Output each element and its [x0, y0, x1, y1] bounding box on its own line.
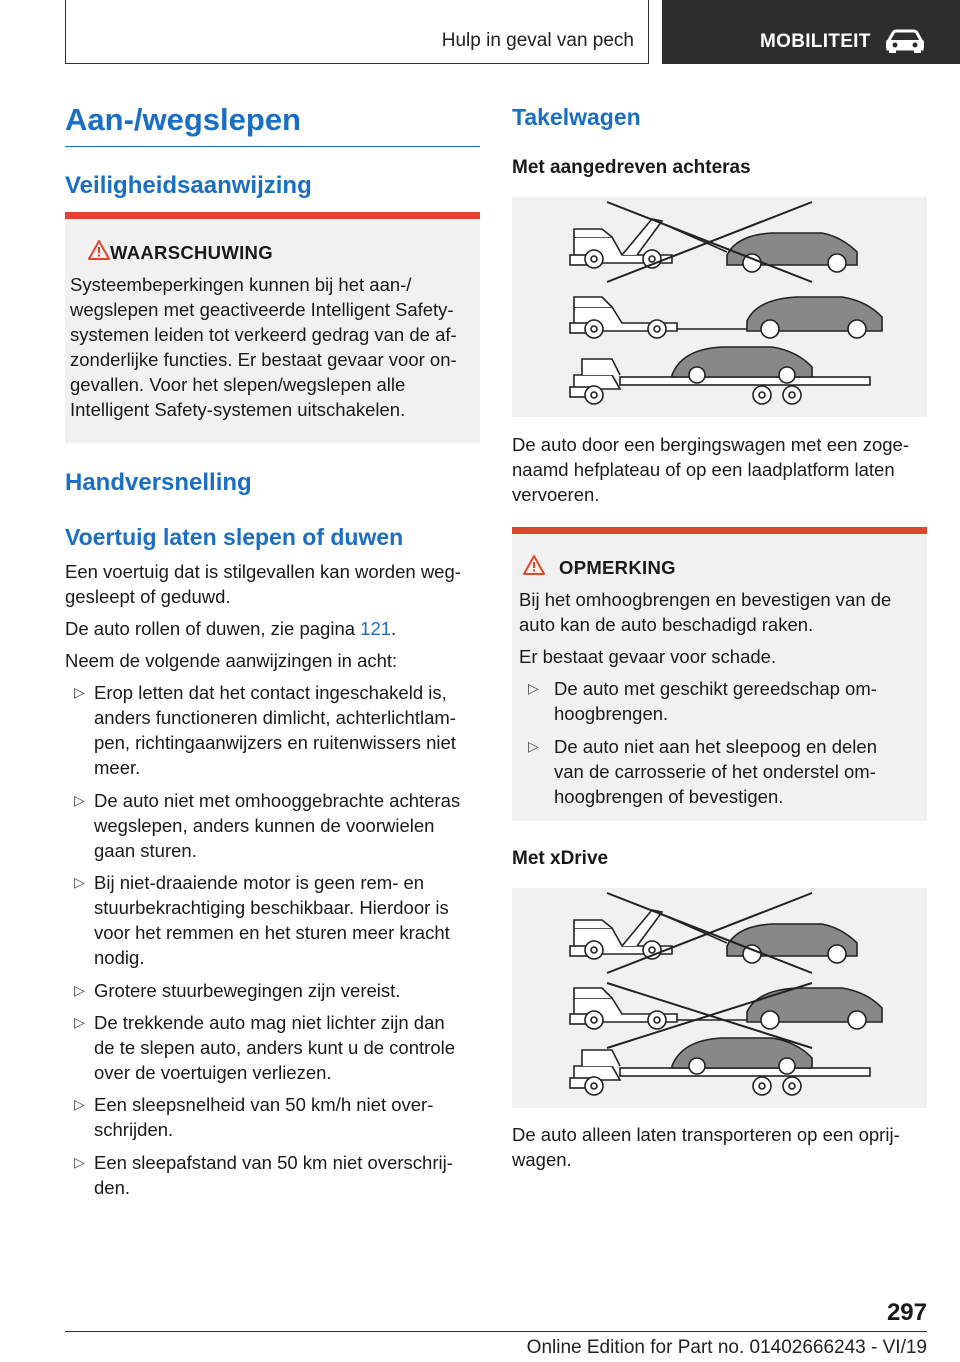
note-risk: [519, 644, 776, 669]
list-item-line: den.: [94, 1177, 131, 1198]
safety-heading-wrap: [65, 172, 312, 200]
xdrive-heading-wrap: [512, 848, 608, 870]
note-line: Bij het omhoogbrengen en bevestigen van de: [519, 589, 892, 610]
rear-axle-heading-wrap: [512, 157, 751, 179]
warning-line: wegslepen met geactiveerde Intelligent Safety-: [70, 299, 454, 320]
caption-line: naamd hefplateau of op een laadplatform laten: [512, 459, 895, 480]
list-item-line: De trekkende auto mag niet lichter zijn dan: [94, 1012, 445, 1033]
warning-box: [65, 212, 480, 443]
warning-line: zonderlijke functies. Er bestaat gevaar voor on-: [70, 349, 457, 370]
list-item: [94, 870, 480, 970]
header-chapter-tab: [662, 0, 960, 64]
tow-trucks-illustration: [512, 888, 927, 1108]
xdrive-caption: [512, 1122, 927, 1172]
push-heading-wrap: [65, 524, 403, 551]
footer-edition: Online Edition for Part no. 01402666243 - VI/19: [526, 1337, 927, 1358]
notes-intro: [65, 648, 480, 673]
caption-line: vervoeren.: [512, 484, 600, 505]
safety-heading: Veiligheidsaanwijzing: [65, 172, 312, 199]
reference-text: De auto rollen of duwen, zie pagina: [65, 618, 361, 639]
intro-line: gesleept of geduwd.: [65, 586, 231, 607]
list-item-line: hoogbrengen of bevestigen.: [554, 786, 784, 807]
notes-intro-text: Neem de volgende aanwijzingen in acht:: [65, 650, 398, 671]
list-item-line: Erop letten dat het contact ingeschakeld is,: [94, 682, 447, 703]
note-box: [512, 527, 927, 821]
note-text: [519, 587, 919, 637]
tow-heading-wrap: [512, 104, 641, 131]
list-item-line: nodig.: [94, 947, 145, 968]
reference-paragraph: [65, 616, 480, 641]
caption-line: De auto alleen laten transporteren op een oprij-: [512, 1124, 900, 1145]
bullet-icon: ▷: [74, 792, 85, 808]
list-item-line: De auto niet met omhooggebrachte achteras: [94, 790, 461, 811]
list-item-line: hoogbrengen.: [554, 703, 669, 724]
bullet-icon: ▷: [528, 680, 539, 696]
page-number: 297: [886, 1299, 927, 1326]
list-item: [554, 676, 924, 726]
list-item-line: meer.: [94, 757, 141, 778]
manual-heading: Handversnelling: [65, 469, 252, 496]
bullet-icon: ▷: [528, 738, 539, 754]
bullet-icon: ▷: [74, 874, 85, 890]
note-label: OPMERKING: [559, 557, 676, 578]
list-item-line: schrijden.: [94, 1119, 174, 1140]
rear-axle-heading: Met aangedreven achteras: [512, 157, 751, 178]
intro-text: [65, 559, 480, 609]
warning-triangle-icon: [522, 554, 546, 576]
list-item: [94, 1092, 480, 1142]
list-item-line: over de voertuigen verliezen.: [94, 1062, 332, 1083]
list-item-line: wegslepen, anders kunnen de voorwielen: [94, 815, 435, 836]
note-risk-text: Er bestaat gevaar voor schade.: [519, 646, 777, 667]
list-item-line: De auto met geschikt gereedschap om-: [554, 678, 877, 699]
bullet-icon: ▷: [74, 1154, 85, 1170]
warning-line: Systeembeperkingen kunnen bij het aan-/: [70, 274, 412, 295]
bullet-icon: ▷: [74, 982, 85, 998]
header-chapter-title: MOBILITEIT: [760, 31, 871, 52]
list-item-line: anders functioneren dimlicht, achterlichtlam-: [94, 707, 456, 728]
header-section-tab: [65, 0, 649, 64]
list-item-line: Bij niet-draaiende motor is geen rem- en: [94, 872, 425, 893]
list-item-line: van de carrosserie of het onderstel om-: [554, 761, 876, 782]
header-section-title: Hulp in geval van pech: [441, 30, 634, 51]
bullet-icon: ▷: [74, 684, 85, 700]
list-item: [94, 978, 480, 1003]
footer-rule: [65, 1331, 927, 1332]
list-item: [94, 680, 480, 780]
list-item-line: De auto niet aan het sleepoog en delen: [554, 736, 877, 757]
list-item: [554, 734, 924, 809]
tow-illustration-rear: [512, 197, 927, 417]
warning-triangle-icon: [87, 239, 111, 261]
manual-heading-wrap: [65, 469, 252, 497]
warning-line: systemen leiden tot verkeerd gedrag van de af-: [70, 324, 457, 345]
list-item: [94, 1010, 480, 1085]
page-title: Aan-/wegslepen: [65, 102, 301, 137]
intro-line: Een voertuig dat is stilgevallen kan worden weg-: [65, 561, 461, 582]
list-item-line: Een sleepafstand van 50 km niet overschrij-: [94, 1152, 453, 1173]
note-line: auto kan de auto beschadigd raken.: [519, 614, 814, 635]
bullet-icon: ▷: [74, 1014, 85, 1030]
list-item: [94, 788, 480, 863]
page-link[interactable]: 121: [360, 618, 392, 639]
warning-text: [70, 272, 475, 422]
warning-bar: [65, 212, 480, 219]
xdrive-heading: Met xDrive: [512, 848, 609, 869]
list-item-line: voor het remmen en het sturen meer kracht: [94, 922, 450, 943]
warning-label: WAARSCHUWING: [110, 242, 273, 263]
warning-line: Intelligent Safety-systemen uitschakelen.: [70, 399, 406, 420]
rear-axle-caption: [512, 432, 927, 507]
caption-line: wagen.: [512, 1149, 572, 1170]
list-item-line: Een sleepsnelheid van 50 km/h niet over-: [94, 1094, 434, 1115]
list-item-line: de te slepen auto, anders kunt u de controle: [94, 1037, 456, 1058]
list-item-line: pen, richtingaanwijzers en ruitenwissers niet: [94, 732, 456, 753]
list-item-line: Grotere stuurbewegingen zijn vereist.: [94, 980, 401, 1001]
list-item: [94, 1150, 480, 1200]
list-item-line: gaan sturen.: [94, 840, 197, 861]
tow-illustration-xdrive: [512, 888, 927, 1108]
warning-line: gevallen. Voor het slepen/wegslepen alle: [70, 374, 406, 395]
left-column: [65, 102, 480, 138]
push-heading: Voertuig laten slepen of duwen: [65, 524, 404, 550]
title-rule: [65, 146, 480, 147]
list-item-line: stuurbekrachtiging beschikbaar. Hierdoor is: [94, 897, 449, 918]
tow-trucks-illustration: [512, 197, 927, 417]
reference-end: .: [391, 618, 397, 639]
tow-heading: Takelwagen: [512, 104, 641, 130]
car-icon: [884, 27, 926, 53]
caption-line: De auto door een bergingswagen met een zoge-: [512, 434, 909, 455]
note-bar: [512, 527, 927, 534]
bullet-icon: ▷: [74, 1096, 85, 1112]
